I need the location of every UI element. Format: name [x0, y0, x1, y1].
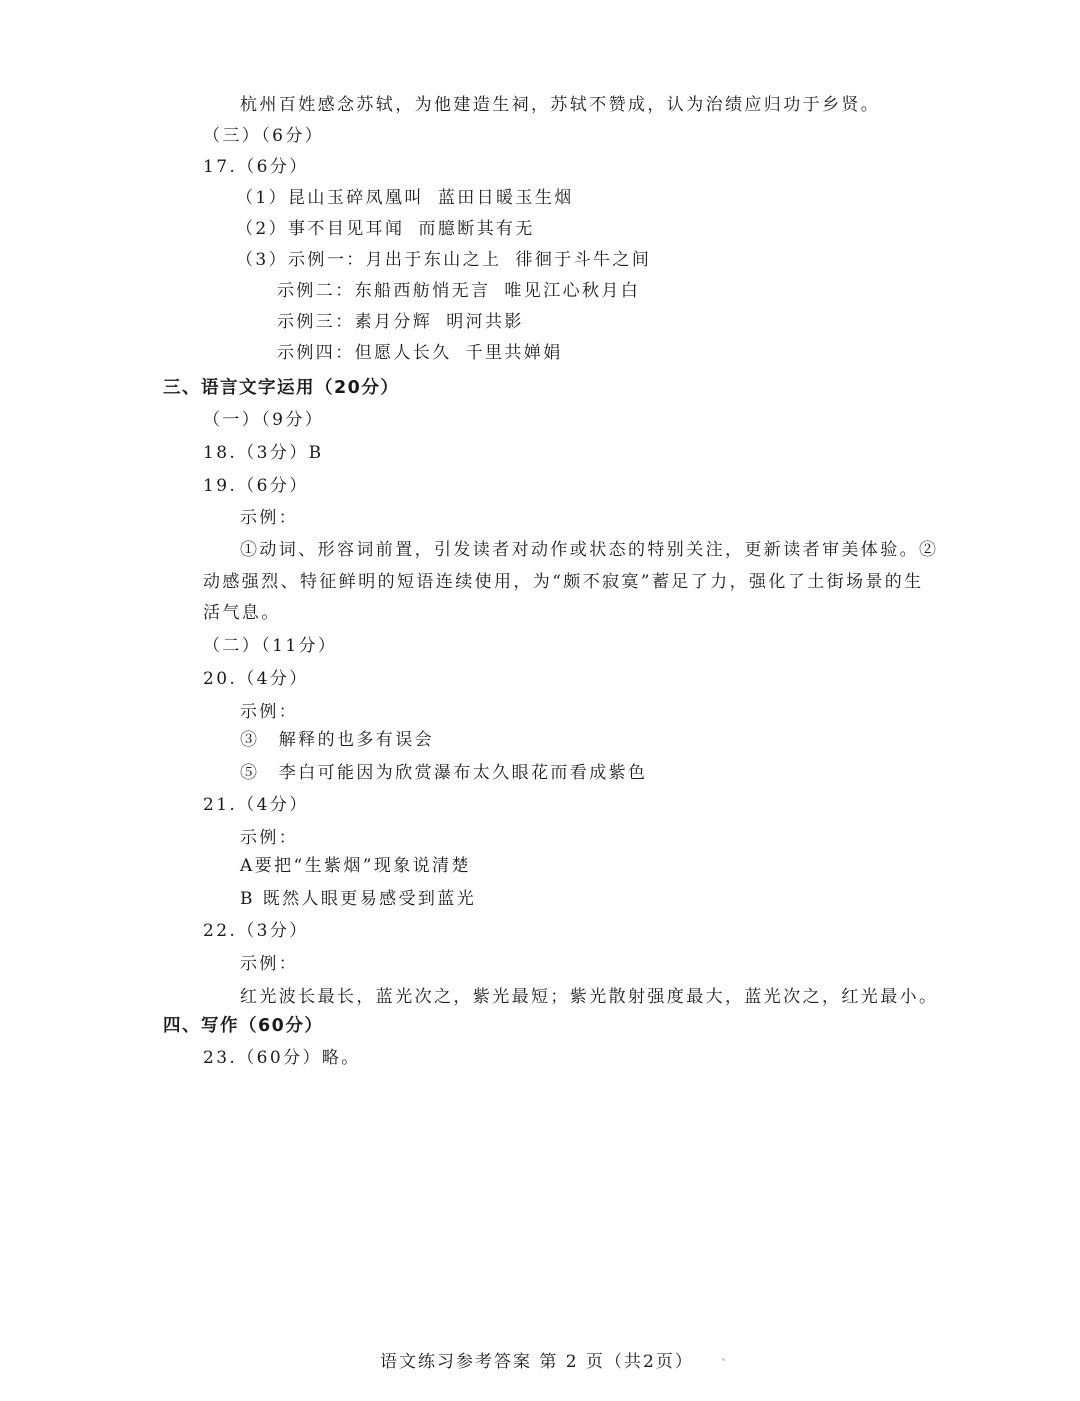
example-label: 示例： [240, 828, 299, 848]
answer-line: 18.（3分）B [203, 443, 324, 463]
example-label: 示例： [240, 508, 299, 528]
answer-line: 动感强烈、特征鲜明的短语连续使用，为“颇不寂寞”蓄足了力，强化了土街场景的生 [203, 572, 924, 592]
question-number: 21.（4分） [203, 795, 309, 815]
example-label: 示例： [240, 954, 299, 974]
question-number: 22.（3分） [203, 921, 309, 941]
question-number: 19.（6分） [203, 476, 309, 496]
page-footer: 语文练习参考答案 第 2 页（共2页） [380, 1352, 694, 1372]
scan-speck [722, 1358, 725, 1361]
subsection-heading: （一）（9分） [203, 410, 325, 430]
example-label: 示例： [240, 702, 299, 722]
answer-line: 示例二：东船西舫悄无言 唯见江心秋月白 [277, 281, 641, 301]
answer-line: 示例三：素月分辉 明河共影 [277, 312, 524, 332]
section-heading: 三、语言文字运用（20分） [163, 378, 400, 398]
question-number: 17.（6分） [203, 157, 309, 177]
answer-line: 23.（60分）略。 [203, 1048, 361, 1068]
subsection-heading: （三）（6分） [203, 126, 325, 146]
answer-line: ③ 解释的也多有误会 [240, 730, 434, 750]
answer-line: ⑤ 李白可能因为欣赏瀑布太久眼花而看成紫色 [240, 763, 648, 783]
answer-line: B 既然人眼更易感受到蓝光 [240, 889, 477, 909]
answer-line: 活气息。 [203, 603, 281, 623]
answer-line: 红光波长最长，蓝光次之，紫光最短；紫光散射强度最大，蓝光次之，红光最小。 [240, 987, 939, 1007]
answer-line: 示例四：但愿人长久 千里共婵娟 [277, 343, 563, 363]
answer-line: （2）事不目见耳闻 而臆断其有无 [236, 219, 535, 239]
answer-line: ①动词、形容词前置，引发读者对动作或状态的特别关注，更新读者审美体验。② [240, 540, 939, 560]
answer-line: （3）示例一：月出于东山之上 徘徊于斗牛之间 [236, 250, 652, 270]
subsection-heading: （二）（11分） [203, 636, 338, 656]
question-number: 20.（4分） [203, 669, 309, 689]
answer-line: （1）昆山玉碎凤凰叫 蓝田日暖玉生烟 [236, 188, 574, 208]
answer-line: A要把“生紫烟”现象说清楚 [240, 856, 471, 876]
section-heading: 四、写作（60分） [163, 1016, 324, 1036]
text-line: 杭州百姓感念苏轼，为他建造生祠，苏轼不赞成，认为治绩应归功于乡贤。 [240, 95, 881, 115]
